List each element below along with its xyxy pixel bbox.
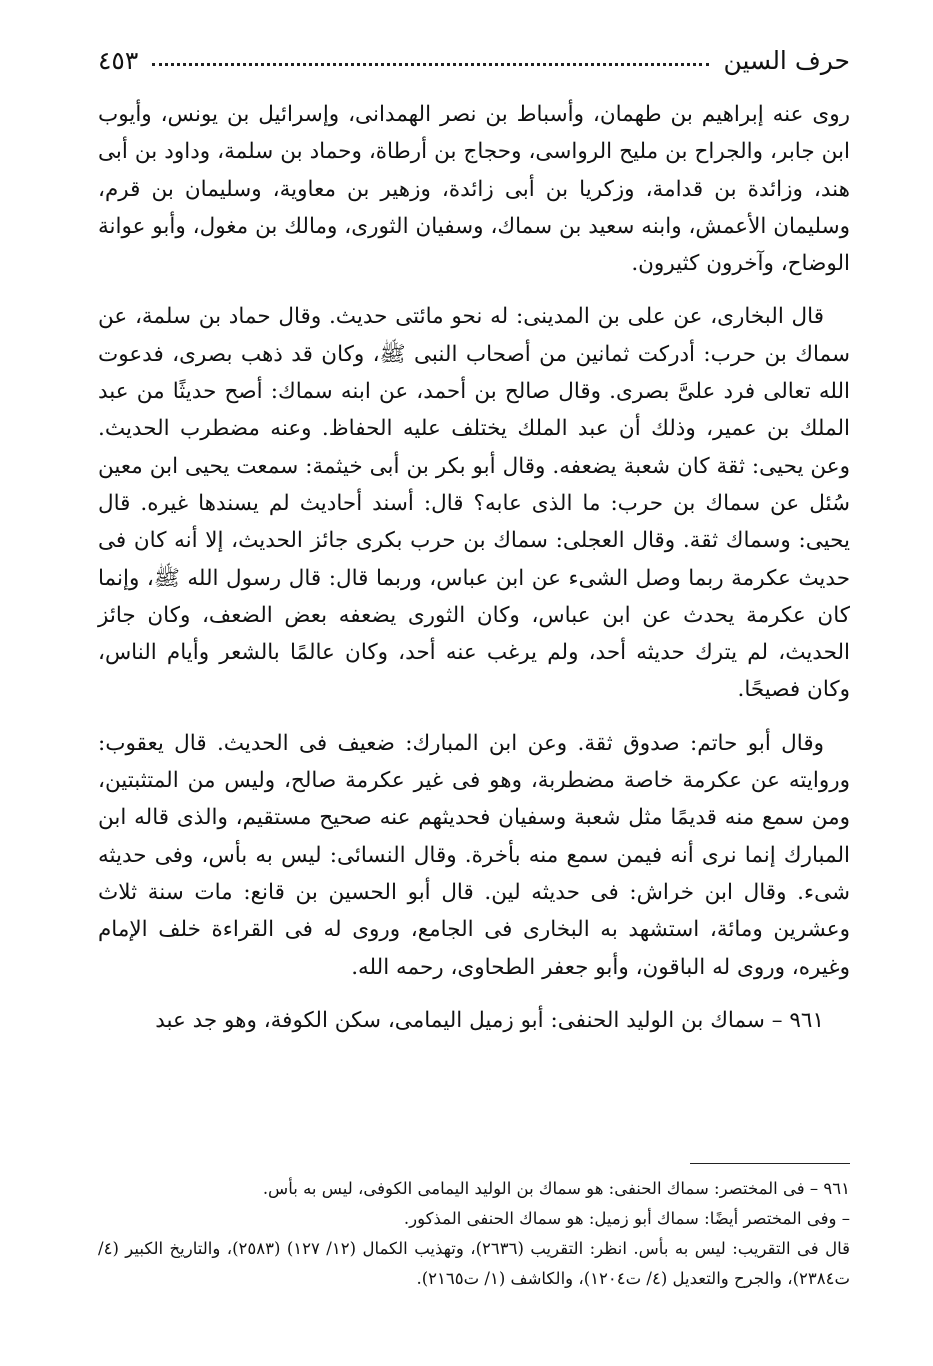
- paragraph-entry-961: ٩٦١ – سماك بن الوليد الحنفى: أبو زميل اليمامى، سكن الكوفة، وهو جد عبد: [155, 1007, 824, 1033]
- footnote-2: – وفى المختصر أيضًا: سماك أبو زميل: هو سماك الحنفى المذكور.: [403, 1209, 850, 1228]
- paragraph-bukhari: قال البخارى، عن على بن المدينى: له نحو مائتى حديث. وقال حماد بن سلمة، عن سماك بن حرب: أدركت ثمانين من أصحاب النبى ﷺ، وكان قد ذهب بصرى، فدعوت الله تعالى فرد علىَّ بصرى. وقال صالح بن أحمد، عن ابنه سماك: أصح حديثًا من عبد الملك بن عمير، وذلك أن عبد الملك يختلف عليه الحفاظ. وعنه مضطرب الحديث. وعن يحيى: ثقة كان شعبة يضعفه. وقال أبو بكر بن أبى خيثمة: سمعت يحيى ابن معين سُئل عن سماك بن حرب: ما الذى عابه؟ قال: أسند أحاديث لم يسندها غيره. قال يحيى: وسماك ثقة. وقال العجلى: سماك بن حرب بكرى جائز الحديث، إلا أنه كان فى حديث عكرمة ربما وصل الشىء عن ابن عباس، وربما قال: قال رسول الله ﷺ، وإنما كان عكرمة يحدث عن ابن عباس، وكان الثورى يضعفه بعض الضعف، وكان جائز الحديث، لم يترك حديثه أحد، ولم يرغب عنه أحد، وكان عالمًا بالشعر وأيام الناس، وكان فصيحًا.: [98, 304, 850, 703]
- footnote-separator: [690, 1163, 850, 1164]
- paragraph-narrators: روى عنه إبراهيم بن طهمان، وأسباط بن نصر الهمدانى، وإسرائيل بن يونس، وأيوب ابن جابر، والجراح بن مليح الرواسى، وحجاج بن أرطاة، وحماد بن سلمة، وداود بن أبى هند، وزائدة بن قدامة، وزكريا بن أبى زائدة، وزهير بن معاوية، وسليمان بن قرم، وسليمان الأعمش، وابنه سعيد بن سماك، وسفيان الثورى، ومالك بن مغول، وأبو عوانة الوضاح، وآخرون كثيرون.: [98, 102, 850, 277]
- footnotes: [98, 1174, 850, 1294]
- footnote-1: ٩٦١ – فى المختصر: سماك الحنفى: هو سماك بن الوليد اليمامى الكوفى، ليس به بأس.: [262, 1179, 850, 1198]
- paragraph-abu-hatim: وقال أبو حاتم: صدوق ثقة. وعن ابن المبارك: ضعيف فى الحديث. قال يعقوب: وروايته عن عكرمة خاصة مضطربة، وهو فى غير عكرمة صالح، وليس من المتثبتين، ومن سمع منه قديمًا مثل شعبة وسفيان فحديثهم عنه صحيح مستقيم، والذى قاله ابن المبارك إنما نرى أنه فيمن سمع منه بأخرة. وقال النسائى: ليس به بأس، وفى حديثه شىء. وقال ابن خراش: فى حديثه لين. قال أبو الحسين بن قانع: مات سنة ثلاث وعشرين ومائة، استشهد به البخارى فى الجامع، وروى له فى القراءة خلف الإمام وغيره، وروى له الباقون، وأبو جعفر الطحاوى، رحمه الله.: [98, 730, 850, 980]
- main-text: [98, 96, 850, 1039]
- page-number: ٤٥٣: [98, 45, 139, 75]
- dot-leader: [152, 63, 709, 66]
- section-title: حرف السين: [723, 45, 850, 75]
- footnote-3: قال فى التقريب: ليس به بأس. انظر: التقريب (٢٦٣٦)، وتهذيب الكمال (١٢/ ١٢٧) (٢٥٨٣)، والتاريخ الكبير (٤/ت٢٣٨٤)، والجرح والتعديل (٤/ ت١٢٠٤)، والكاشف (١/ ت٢١٦٥).: [98, 1239, 850, 1288]
- running-header: [98, 40, 850, 80]
